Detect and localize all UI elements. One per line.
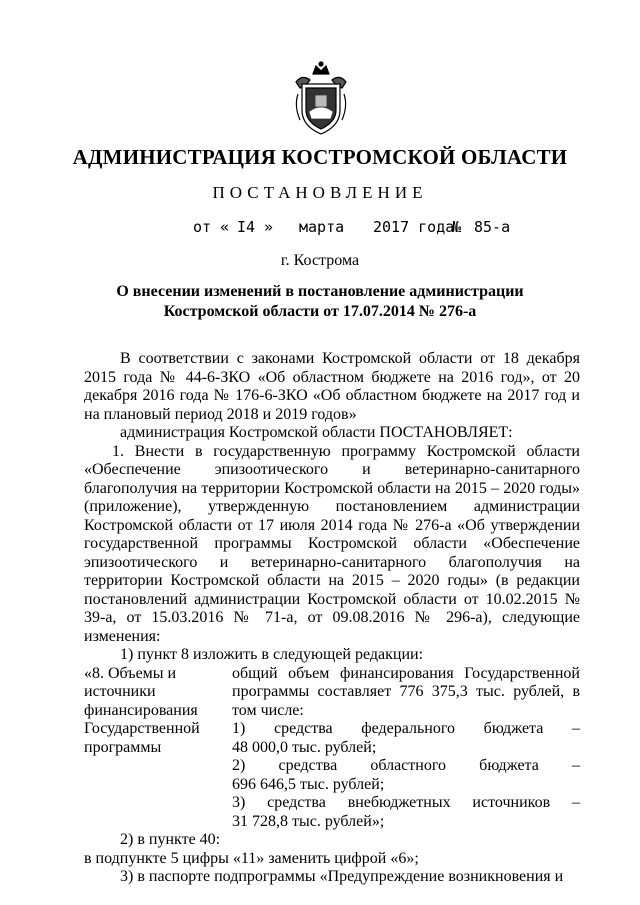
resolves-paragraph: администрация Костромской области ПОСТАНОВЛЯЕТ: bbox=[120, 424, 513, 441]
federal-funds-line bbox=[232, 720, 580, 739]
fund-source: федерального bbox=[361, 720, 456, 737]
fund-word: средства bbox=[278, 757, 338, 774]
date-day: I4 bbox=[237, 218, 256, 236]
federal-funds-amount: 48 000,0 тыс. рублей; bbox=[232, 738, 377, 756]
coat-of-arms-emblem bbox=[292, 60, 350, 138]
date-prefix: от « bbox=[193, 218, 230, 236]
fund-dash: – bbox=[571, 720, 580, 737]
item-1-paragraph: 1. Внести в государственную программу Костромской области «Обеспечение эпизоотического и ветеринарно-санитарного благополучия на территории Костромской области на 2015 – 2020 годы» (приложение), утвержденную постановлением администрации Костромской области от 17 июля 2014 года № 276-а «Об утверждении государственной программы Костромской области «Обеспечение эпизоотического и ветеринарно-санитарного благополучия на территории Костромской области на 2015 – 2020 годы» (в редакции постановлений администрации Костромской области от 10.02.2015 № 39-а, от 15.03.2016 № 71-а, от 09.08.2016 № 296-а), следующие изменения: bbox=[84, 442, 580, 645]
extrabudgetary-funds-line bbox=[232, 794, 580, 813]
table-label-line: финансирования bbox=[84, 701, 198, 719]
subitem-2: 2) в пункте 40: bbox=[120, 831, 221, 848]
financing-table bbox=[84, 665, 580, 832]
organization-title: АДМИНИСТРАЦИЯ КОСТРОМСКОЙ ОБЛАСТИ bbox=[72, 145, 568, 169]
fund-source: областного bbox=[370, 757, 446, 774]
financing-table-label bbox=[84, 665, 232, 832]
date-month: марта bbox=[299, 218, 345, 236]
fund-number: 1) bbox=[232, 720, 246, 737]
document-number: 85-а bbox=[474, 218, 511, 236]
fund-number: 2) bbox=[232, 757, 246, 774]
fund-source: внебюджетных bbox=[347, 794, 451, 811]
subitem-3: 3) в паспорте подпрограммы «Предупреждение возникновения и bbox=[120, 868, 564, 885]
table-label-line: источники bbox=[84, 683, 156, 700]
date-close: » bbox=[264, 218, 274, 236]
number-sign: № bbox=[452, 218, 462, 236]
fund-word: средства bbox=[267, 794, 326, 811]
extrabudgetary-funds-amount: 31 728,8 тыс. рублей»; bbox=[232, 812, 385, 830]
subitem-2-text: в подпункте 5 цифры «11» заменить цифрой «6»; bbox=[84, 849, 419, 867]
table-label-line: программы bbox=[84, 738, 162, 756]
fund-word: средства bbox=[273, 720, 333, 737]
city: г. Кострома bbox=[280, 252, 360, 269]
document-body bbox=[84, 350, 580, 887]
financing-table-content bbox=[232, 665, 580, 832]
subitem-1: 1) пункт 8 изложить в следующей редакции: bbox=[120, 646, 424, 663]
fund-dash: – bbox=[572, 757, 580, 774]
fund-kind: источников bbox=[472, 794, 551, 811]
table-label-line: «8. Объемы и bbox=[84, 664, 177, 682]
document-type: ПОСТАНОВЛЕНИЕ bbox=[212, 183, 428, 202]
total-financing: общий объем финансирования Государственной программы составляет 776 375,3 тыс. рублей, в том числе: bbox=[232, 664, 580, 719]
fund-kind: бюджета bbox=[483, 720, 544, 737]
table-label-line: Государственной bbox=[84, 720, 200, 737]
fund-number: 3) bbox=[232, 794, 246, 811]
regional-funds-amount: 696 646,5 тыс. рублей; bbox=[232, 775, 385, 793]
intro-paragraph: В соответствии с законами Костромской области от 18 декабря 2015 года № 44-6-ЗКО «Об областном бюджете на 2016 год», от 20 декабря 2016 года № 176-6-ЗКО «Об областном бюджете на 2017 год и на плановый период 2018 и 2019 годов» bbox=[84, 350, 580, 423]
document-subject: О внесении изменений в постановление администрации Костромской области от 17.07.2014 № 276-а bbox=[116, 283, 524, 320]
fund-dash: – bbox=[571, 794, 580, 811]
regional-funds-line bbox=[232, 757, 580, 776]
fund-kind: бюджета bbox=[479, 757, 539, 774]
date-year: 2017 года bbox=[373, 218, 455, 236]
